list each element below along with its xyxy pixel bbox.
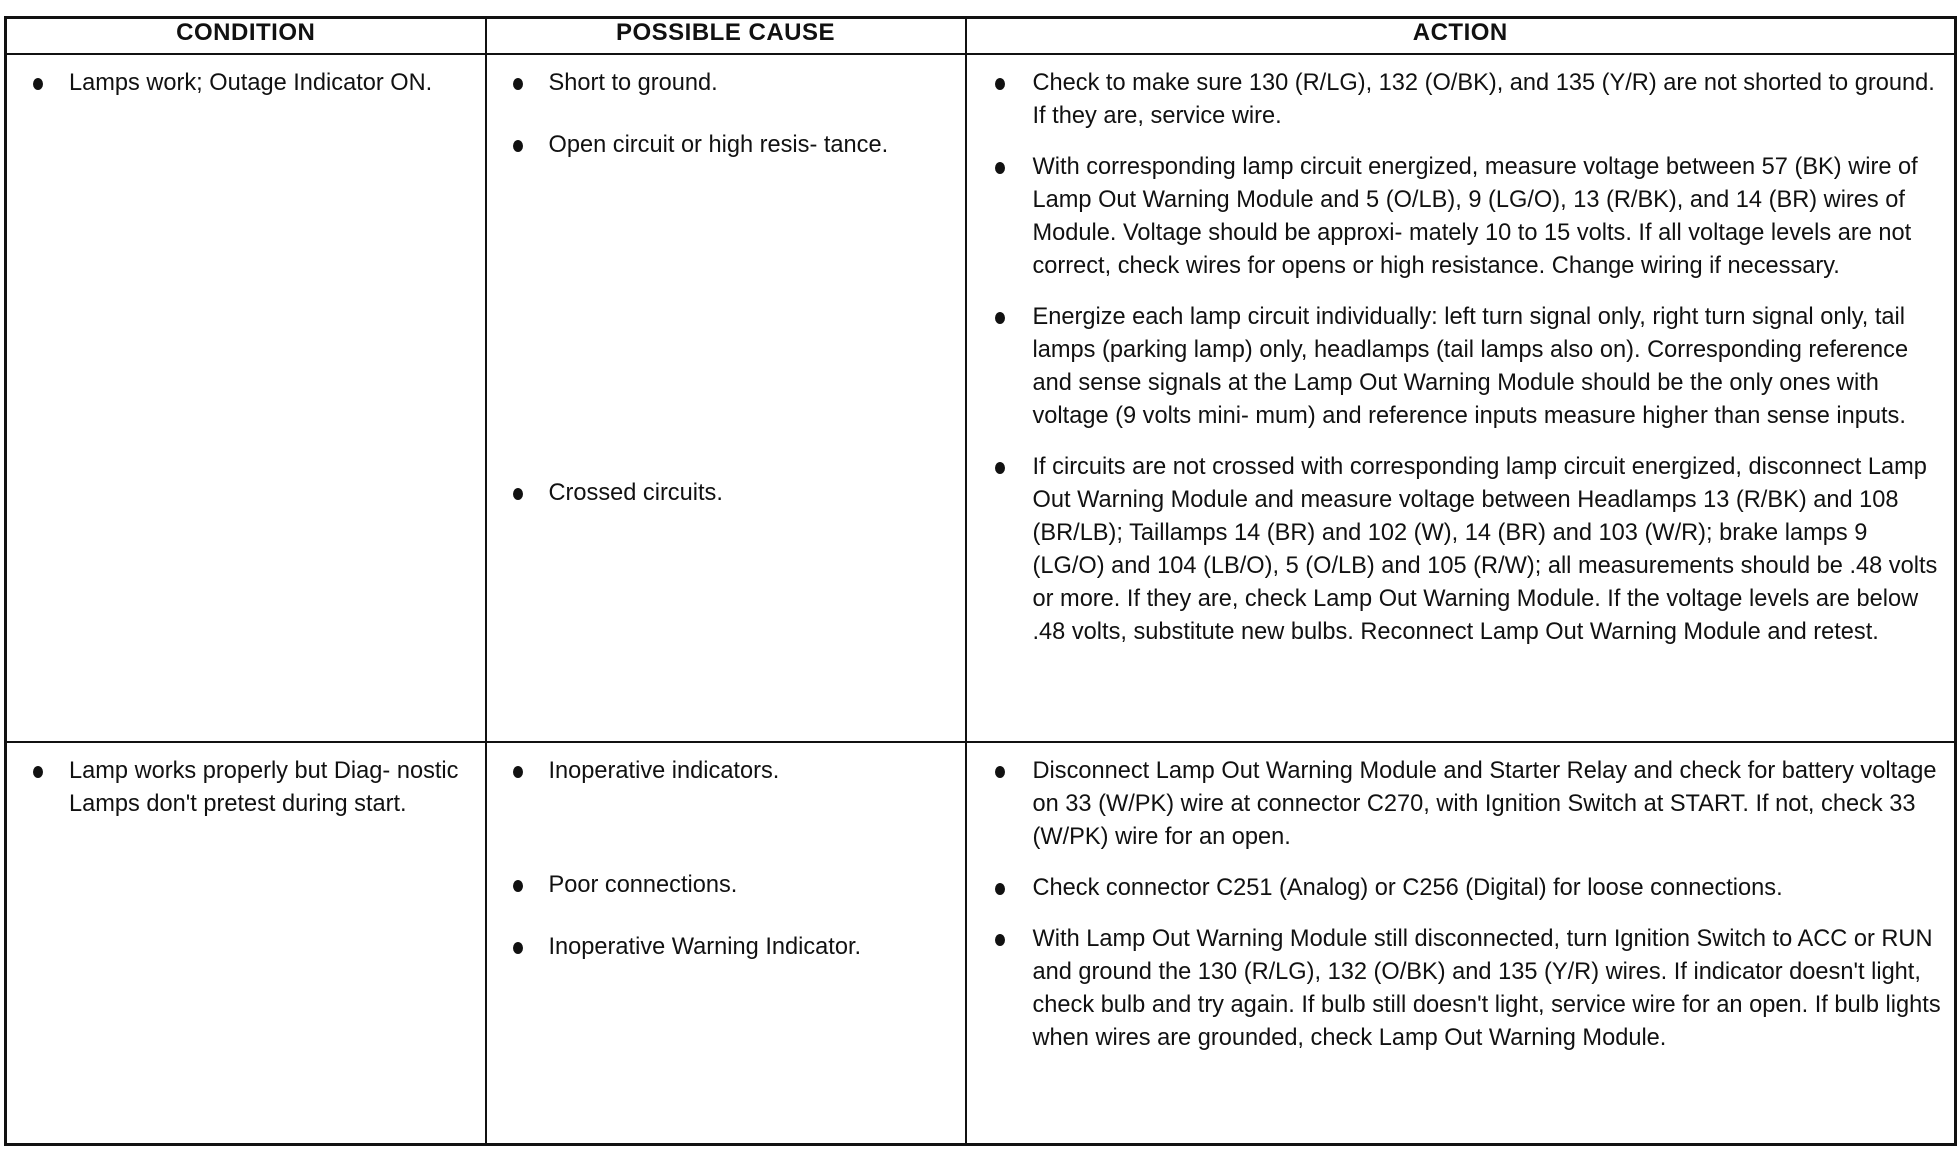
action-entry <box>967 923 1955 1055</box>
action-text: Check to make sure 130 (R/LG), 132 (O/BK), and 135 (Y/R) are not shorted to ground. If they are, service wire. <box>1032 70 1935 129</box>
bullet-icon <box>33 766 43 778</box>
bullet-icon <box>513 942 523 954</box>
bullet-icon <box>513 78 523 90</box>
action-entry <box>967 755 1955 854</box>
bullet-icon <box>513 140 523 152</box>
bullet-icon <box>513 880 523 892</box>
action-text: Check connector C251 (Analog) or C256 (Digital) for loose connections. <box>1032 875 1783 901</box>
condition-text: Lamps work; Outage Indicator ON. <box>69 70 433 96</box>
table-row-group-1 <box>6 54 1956 742</box>
cause-text: Inoperative Warning Indicator. <box>548 934 862 960</box>
action-text: With corresponding lamp circuit energized, measure voltage between 57 (BK) wire of Lamp Out Warning Module and 5 (O/LB), 9 (LG/O), 13 (R/BK), and 14 (BR) wires of Module. Voltage should be approxi- mately 10 to 15 volts. If all voltage levels are not correct, check wires for opens or high resistance. Change wiring if necessary. <box>1032 154 1918 279</box>
cause-entry <box>487 477 965 510</box>
condition-entry <box>7 67 485 100</box>
action-entry <box>967 301 1955 433</box>
cause-text: Inoperative indicators. <box>548 758 780 784</box>
condition-entry <box>7 755 485 821</box>
cause-text: Short to ground. <box>548 70 718 96</box>
cause-cell-2 <box>486 742 966 1145</box>
bullet-icon <box>995 312 1005 324</box>
bullet-icon <box>513 766 523 778</box>
bullet-icon <box>995 766 1005 778</box>
header-condition: CONDITION <box>6 18 486 55</box>
condition-text: Lamp works properly but Diag- nostic Lamps don't pretest during start. <box>69 758 459 817</box>
cause-cell-1 <box>486 54 966 742</box>
bullet-icon <box>995 78 1005 90</box>
action-text: Disconnect Lamp Out Warning Module and Starter Relay and check for battery voltage on 33 (W/PK) wire at connector C270, with Ignition Switch at START. If not, check 33 (W/PK) wire for an open. <box>1032 758 1937 850</box>
cause-entry <box>487 869 965 913</box>
bullet-icon <box>995 462 1005 474</box>
bullet-icon <box>33 78 43 90</box>
cause-entry <box>487 755 965 851</box>
bullet-icon <box>513 488 523 500</box>
action-text: If circuits are not crossed with corresponding lamp circuit energized, disconnect Lamp Out Warning Module and measure voltage between Headlamps 13 (R/BK) and 108 (BR/LB); Taillamps 14 (BR) and 102 (W), 14 (BR) and 103 (W/R); brake lamps 9 (LG/O) and 104 (LB/O), 5 (O/LB) and 105 (R/W); all measurements should be .48 volts or more. If they are, check Lamp Out Warning Module. If the voltage levels are below .48 volts, substitute new bulbs. Reconnect Lamp Out Warning Module and retest. <box>1032 454 1938 645</box>
cause-entry <box>487 67 965 111</box>
action-cell-1 <box>966 54 1956 742</box>
diagnosis-sheet <box>4 16 1954 1146</box>
action-text: Energize each lamp circuit individually: left turn signal only, right turn signal only, tail lamps (parking lamp) only, headlamps (tail lamps also on). Corresponding reference and sense signals at the Lamp Out Warning Module should be the only ones with voltage (9 volts mini- mum) and reference inputs measure higher than sense inputs. <box>1032 304 1909 429</box>
bullet-icon <box>995 883 1005 895</box>
cause-text: Open circuit or high resis- tance. <box>548 132 889 158</box>
action-cell-2 <box>966 742 1956 1145</box>
header-action: ACTION <box>966 18 1956 55</box>
diagnosis-table <box>4 16 1957 1146</box>
condition-cell-1 <box>6 54 486 742</box>
bullet-icon <box>995 162 1005 174</box>
condition-cell-2 <box>6 742 486 1145</box>
action-entry <box>967 872 1955 905</box>
action-entry <box>967 67 1955 133</box>
cause-text: Poor connections. <box>548 872 738 898</box>
action-entry <box>967 151 1955 283</box>
cause-text: Crossed circuits. <box>548 480 723 506</box>
action-entry <box>967 451 1955 649</box>
bullet-icon <box>995 934 1005 946</box>
header-possible-cause: POSSIBLE CAUSE <box>486 18 966 55</box>
header-row <box>6 18 1956 55</box>
action-text: With Lamp Out Warning Module still disconnected, turn Ignition Switch to ACC or RUN and ground the 130 (R/LG), 132 (O/BK) and 135 (Y/R) wires. If indicator doesn't light, check bulb and try again. If bulb still doesn't light, service wire for an open. If bulb lights when wires are grounded, check Lamp Out Warning Module. <box>1032 926 1941 1051</box>
table-row-group-2 <box>6 742 1956 1145</box>
cause-entry <box>487 129 965 459</box>
cause-entry <box>487 931 965 964</box>
